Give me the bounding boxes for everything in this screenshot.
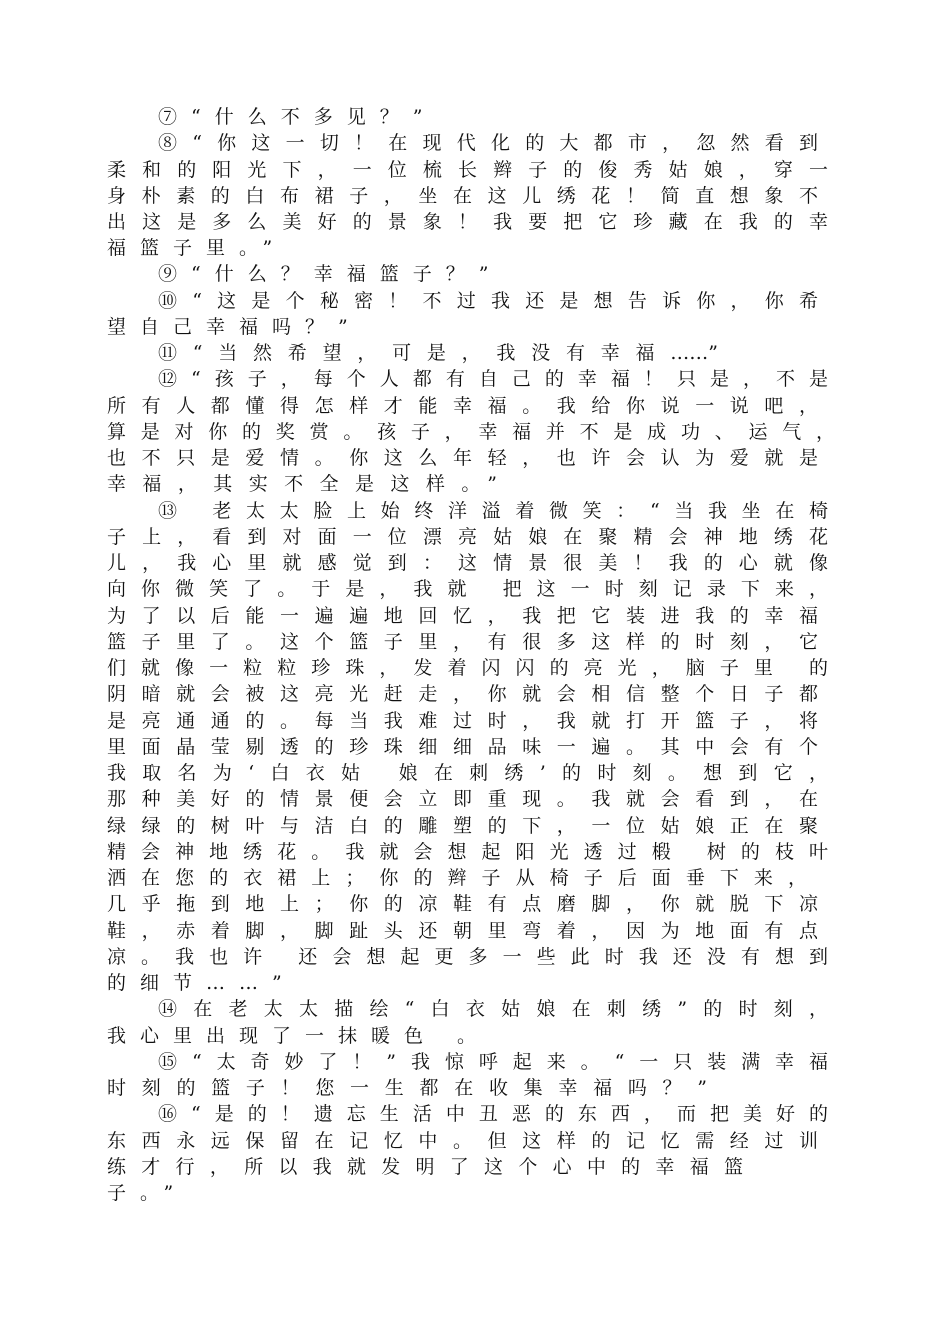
text-line: 幸福，其实不全是这样。” (107, 473, 497, 495)
text-line: 我取名为‘白衣姑 娘在刺绣’的时刻。想到它， (107, 762, 828, 784)
text-line: ⑯“是的！遗忘生活中丑恶的东西，而把美好的 (158, 1103, 828, 1125)
text-line: 我心里出现了一抹暖色 。 (107, 1025, 491, 1047)
text-line: 为了以后能一遍遍地回忆，我把它装进我的幸福 (107, 605, 818, 627)
text-line: 是亮通通的。每当我难过时，我就打开篮子，将 (107, 710, 818, 732)
text-line: 出这是多么美好的景象！我要把它珍藏在我的幸 (107, 211, 828, 233)
text-line: 向你微笑了。于是，我就 把这一时刻记录下来， (107, 578, 828, 600)
text-line: 东西永远保留在记忆中。但这样的记忆需经过训 (107, 1130, 818, 1152)
text-line: 凉。我也许 还会想起更多一些此时我还没有想到 (107, 946, 828, 968)
text-line: 身朴素的白布裙子，坐在这儿绣花！简直想象不 (107, 185, 818, 207)
text-line: 篮子里了。这个篮子里，有很多这样的时刻，它 (107, 631, 818, 653)
text-line: ⑮“太奇妙了！”我惊呼起来。“一只装满幸福 (158, 1051, 828, 1073)
text-line: 精会神地绣花。我就会想起阳光透过椴 树的枝叶 (107, 841, 828, 863)
text-line: 时刻的篮子！您一生都在收集幸福吗？” (107, 1077, 707, 1099)
text-line: ⑩“这是个秘密！不过我还是想告诉你，你希 (158, 290, 818, 312)
text-line: 阴暗就会被这亮光赶走，你就会相信整个日子都 (107, 683, 818, 705)
text-line: ⑨“什么？幸福篮子？” (158, 263, 503, 285)
text-line: 也不只是爱情。你这么年轻，也许会认为爱就是 (107, 447, 818, 469)
text-line: ⑪“当然希望，可是，我没有幸福……” (158, 342, 718, 364)
text-line: 所有人都懂得怎样才能幸福。我给你说一说吧， (107, 395, 818, 417)
text-line: 算是对你的奖赏。孩子，幸福并不是成功、运气， (107, 421, 835, 443)
text-line: ⑫“孩子，每个人都有自己的幸福！只是，不是 (158, 368, 828, 390)
text-line: ⑦“什么不多见？” (158, 106, 437, 128)
text-line: 几乎拖到地上；你的凉鞋有点磨脚，你就脱下凉 (107, 893, 818, 915)
text-line: 洒在您的衣裙上；你的辫子从椅子后面垂下来， (107, 867, 807, 889)
text-line: 们就像一粒粒珍珠，发着闪闪的亮光，脑子里 的 (107, 657, 828, 679)
text-line: 柔和的阳光下，一位梳长辫子的俊秀姑娘，穿一 (107, 159, 828, 181)
text-line: 绿绿的树叶与洁白的雕塑的下，一位姑娘正在聚 (107, 815, 818, 837)
text-line: ⑧“你这一切！在现代化的大都市，忽然看到 (158, 132, 818, 154)
text-line: ⑬ 老太太脸上始终洋溢着微笑：“当我坐在椅 (158, 500, 828, 522)
text-line: 练才行，所以我就发明了这个心中的幸福篮 (107, 1156, 743, 1178)
text-line: 子。” (107, 1182, 188, 1204)
text-line: 那种美好的情景便会立即重现。我就会看到，在 (107, 788, 818, 810)
text-line: 福篮子里。” (107, 237, 287, 259)
text-line: ⑭在老太太描绘“白衣姑娘在刺绣”的时刻， (158, 998, 828, 1020)
text-line: 望自己幸福吗？” (107, 316, 362, 338)
text-line: 子上，看到对面一位漂亮姑娘在聚精会神地绣花 (107, 526, 828, 548)
text-line: 里面晶莹剔透的珍珠细细品味一遍。其中会有个 (107, 736, 818, 758)
text-line: 儿，我心里就感觉到：这情景很美！我的心就像 (107, 552, 828, 574)
text-line: 鞋，赤着脚，脚趾头还朝里弯着，因为地面有点 (107, 920, 818, 942)
text-line: 的细节……” (107, 972, 296, 994)
